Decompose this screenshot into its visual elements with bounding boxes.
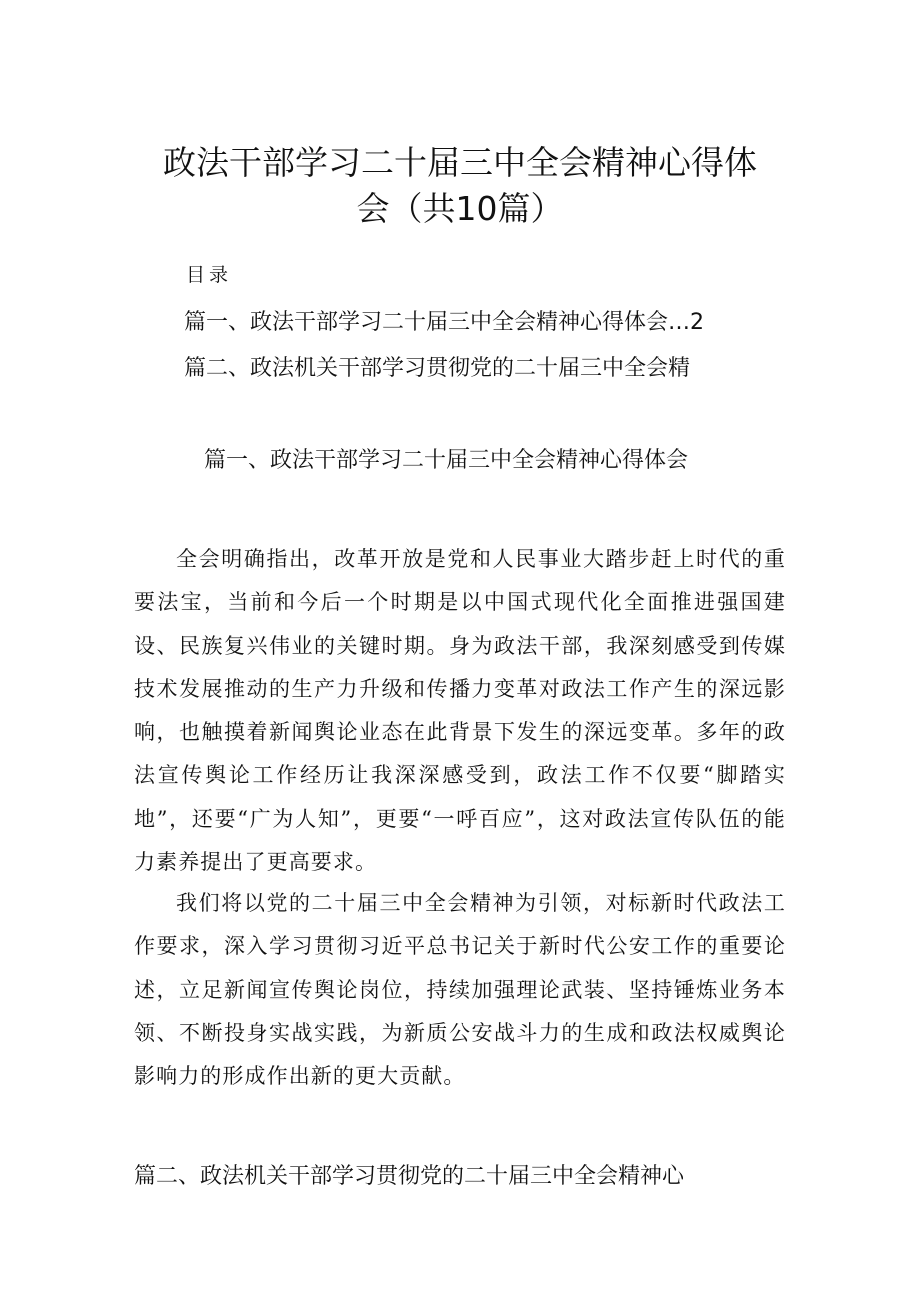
toc-item-1[interactable]: 篇一、政法干部学习二十届三中全会精神心得体会…2 [184,310,704,335]
section-2-heading: 篇二、政法机关干部学习贯彻党的二十届三中全会精神心 [134,1164,685,1189]
section-1-paragraph-1: 全会明确指出，改革开放是党和人民事业大踏步赶上时代的重要法宝，当前和今后一个时期是以中国式现代化全面推进强国建设、民族复兴伟业的关键时期。身为政法干部，我深刻感受到传媒技术发展推动的生产力升级和传播力变革对政法工作产生的深远影响，也触摸着新闻舆论业态在此背景下发生的深远变革。多年的政法宣传舆论工作经历让我深深感受到，政法工作不仅要“脚踏实地”，还要“广为人知”，更要“一呼百应”，这对政法宣传队伍的能力素养提出了更高要求。 [134,547,786,875]
section-1-paragraph-2: 我们将以党的二十届三中全会精神为引领，对标新时代政法工作要求，深入学习贯彻习近平总书记关于新时代公安工作的重要论述，立足新闻宣传舆论岗位，持续加强理论武装、坚持锤炼业务本领、不断投身实战实践，为新质公安战斗力的生成和政法权威舆论影响力的形成作出新的更大贡献。 [134,891,786,1089]
document-title-line-2: 会（共10篇） [356,189,564,228]
section-1-heading: 篇一、政法干部学习二十届三中全会精神心得体会 [204,448,689,473]
toc-label: 目录 [186,264,233,286]
document-title-line-1: 政法干部学习二十届三中全会精神心得体 [163,143,757,182]
toc-item-2[interactable]: 篇二、政法机关干部学习贯彻党的二十届三中全会精 [184,356,691,381]
